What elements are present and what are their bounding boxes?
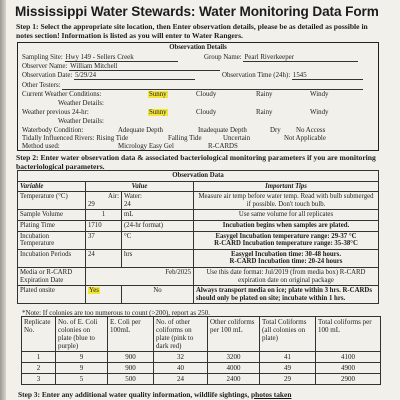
plated-onsite-no[interactable]: No [122,286,194,304]
observation-date-label: Observation Date: [22,72,73,79]
method-rcards[interactable]: R-CARDS [208,143,238,150]
ecoli-colonies-cell[interactable]: 9 [56,363,108,374]
sample-volume-value[interactable]: 1 [86,210,122,221]
sample-volume-label: Sample Volume [18,210,86,221]
colonies-note: *Note: If colonies are too numerous to count (>200), report as 250. [22,309,211,317]
sample-volume-unit: mL [122,210,194,221]
weather-details-label-2: Weather Details: [58,118,104,125]
waterbody-no-access[interactable]: No Access [296,127,326,134]
plated-onsite-yes[interactable]: Yes [86,286,122,304]
incubation-temp-unit: °C [122,231,194,249]
previous-weather-windy[interactable]: Windy [310,109,329,116]
form-title: Mississippi Water Stewards: Water Monitoring Data Form [15,4,379,19]
current-weather-windy[interactable]: Windy [310,91,329,98]
table-row [22,374,381,385]
tidal-uncertain[interactable]: Uncertain [223,135,251,142]
header-ecoli-per-100ml: E. Coli per 100mL [108,317,154,352]
other-testers-row [22,82,363,90]
header-ecoli-colonies: No. of E. Coli colonies on plate (blue to purple) [56,317,108,352]
water-temp-label: Water: [124,193,142,201]
method-label: Method used: [22,143,60,150]
replicate-no: 2 [22,363,56,374]
water-temp-cell[interactable] [122,192,194,210]
incubation-temp-value[interactable]: 37 [86,231,122,249]
colonies-table [21,316,381,385]
observation-date-row [22,72,195,80]
step3-text: Step 3: Enter any additional water quality information, wildlife sightings, [18,390,250,399]
table-row [22,352,381,363]
observer-name-field[interactable]: William Mitchell [69,63,220,71]
weather-previous-label: Weather previous 24-hr: [22,109,89,116]
header-replicate: Replicate No. [22,317,56,352]
waterbody-inadequate[interactable]: Inadequate Depth [198,127,247,134]
total-per-100ml-cell[interactable]: 4900 [316,363,381,374]
other-per-100ml-cell[interactable]: 4000 [208,363,260,374]
ecoli-per-100ml-cell[interactable]: 900 [108,363,154,374]
tidal-label[interactable]: Tidally Influenced Rivers: Rising Tide [22,135,129,142]
observation-time-field[interactable]: 1545 [292,72,363,80]
previous-weather-cloudy[interactable]: Cloudy [196,109,217,116]
total-coliforms-cell[interactable]: 41 [260,352,316,363]
sampling-site-field[interactable]: Hwy 149 - Sellers Creek [65,54,178,62]
other-testers-label: Other Testers: [22,82,61,89]
group-name-row [204,54,358,62]
col-tips-header: Important Tips [194,181,379,192]
media-expiration-tip: Use this date format: Jul/2019 (from media box) R-CARD expiration date on original package [194,267,379,285]
group-name-field[interactable]: Pearl Riverkeeper [243,54,358,62]
media-expiration-value[interactable]: Feb/2025 [86,267,194,285]
total-coliforms-cell[interactable]: 49 [260,363,316,374]
observation-date-field[interactable]: 5/29/24 [74,72,195,80]
air-temp-label: Air: [108,193,119,201]
sample-volume-tip: Use same volume for all replicates [194,210,379,221]
sampling-site-label: Sampling Site: [22,54,63,61]
total-per-100ml-cell[interactable]: 4100 [316,352,381,363]
current-weather-rainy[interactable]: Rainy [256,91,273,98]
temperature-label: Temperature (°C) [18,192,86,210]
current-weather-label: Current Weather Conditions: [22,91,102,98]
other-coliforms-cell[interactable]: 24 [154,374,208,385]
tidal-not-applicable[interactable]: Not Applicable [284,135,326,142]
plating-time-tip: Incubation begins when samples are plated. [194,220,379,231]
current-weather-cloudy[interactable]: Cloudy [196,91,217,98]
observation-time-label: Observation Time (24h): [222,72,291,79]
header-other-per-100ml: Other coliforms per 100 mL [208,317,260,352]
waterbody-dry[interactable]: Dry [270,127,281,134]
total-coliforms-cell[interactable]: 29 [260,374,316,385]
observation-time-row [222,72,363,80]
colonies-header-row [22,317,381,352]
plating-time-unit: (24-hr format) [122,220,194,231]
waterbody-adequate[interactable]: Adequate Depth [118,127,163,134]
header-total-per-100ml: Total coliforms per 100 mL [316,317,381,352]
table-row [22,363,381,374]
temperature-tip: Measure air temp before water temp. Read with bulb submerged if possible. Don't touch bulb. [194,192,379,210]
col-variable-header: Variable [18,181,86,192]
plating-time-value[interactable]: 1710 [86,220,122,231]
incubation-period-label: Incubation Periods [18,249,86,267]
plating-time-label: Plating Time [18,220,86,231]
ecoli-colonies-cell[interactable]: 9 [56,352,108,363]
media-expiration-label: Media or R-CARD Expiration Date [18,267,86,285]
water-temp-value: 24 [124,200,131,208]
col-value-header: Value [86,181,194,192]
air-temp-value: 29 [88,200,95,208]
observer-name-row [22,63,220,71]
group-name-label: Group Name: [204,54,242,61]
header-total-coliforms: Total Coliforms (all colonies on plate) [260,317,316,352]
incubation-temp-tip: Easygel Incubation temperature range: 29-37 °C R-CARD Incubation temperature range: 35-38°C [194,231,379,249]
method-easygel[interactable]: Micrology Easy Gel [118,143,174,150]
replicate-no: 1 [22,352,56,363]
header-other-coliforms: No. of other coliforms on plate (pink to dark red) [154,317,208,352]
ecoli-per-100ml-cell[interactable]: 500 [108,374,154,385]
step2-instructions: Step 2: Enter water observation data & associated bacteriological monitoring parameters if you are monitoring bacteriological parameters. [16,153,376,172]
incubation-period-tip: Easygel Incubation time: 30-48 hours. R-CARD Incubation time: 20-24 hours [194,249,379,267]
step3-instructions [18,390,291,399]
sampling-site-row [22,54,178,62]
observation-details-box [17,42,379,151]
total-per-100ml-cell[interactable]: 2900 [316,374,381,385]
incubation-period-value[interactable]: 24 [86,249,122,267]
ecoli-per-100ml-cell[interactable]: 900 [108,352,154,363]
other-coliforms-cell[interactable]: 32 [154,352,208,363]
waterbody-condition-label: Waterbody Condition: [22,127,84,134]
ecoli-colonies-cell[interactable]: 5 [56,374,108,385]
observation-data-heading: Observation Data [18,171,379,182]
incubation-period-unit: hrs [122,249,194,267]
weather-details-label: Weather Details: [58,100,104,107]
observer-name-label: Observer Name: [22,63,68,70]
tidal-falling[interactable]: Falling Tide [168,135,202,142]
other-coliforms-cell[interactable]: 40 [154,363,208,374]
other-per-100ml-cell[interactable]: 3200 [208,352,260,363]
previous-weather-rainy[interactable]: Rainy [256,109,273,116]
previous-weather-sunny[interactable]: Sunny [149,109,167,116]
other-per-100ml-cell[interactable]: 2400 [208,374,260,385]
observation-data-table [17,170,379,304]
current-weather-sunny[interactable]: Sunny [149,91,167,98]
paper-edge [0,0,6,400]
plated-onsite-label: Plated onsite [18,286,86,304]
observation-details-heading: Observation Details [169,44,227,51]
incubation-temp-label: Incubation Temperature [18,231,86,249]
step3-photos-taken: photos taken [250,390,292,399]
air-temp-cell[interactable] [86,192,122,210]
plated-onsite-tip: Always transport media on ice; plate within 3 hrs. R-CARDs should only be plated on site; incubate within 1 hrs. [194,286,379,304]
step1-instructions: Step 1: Select the appropriate site location, then Enter observation details, please be as detailed as possible in notes section! Information is listed as you will enter to Water Rangers. [16,22,368,41]
replicate-no: 3 [22,374,56,385]
